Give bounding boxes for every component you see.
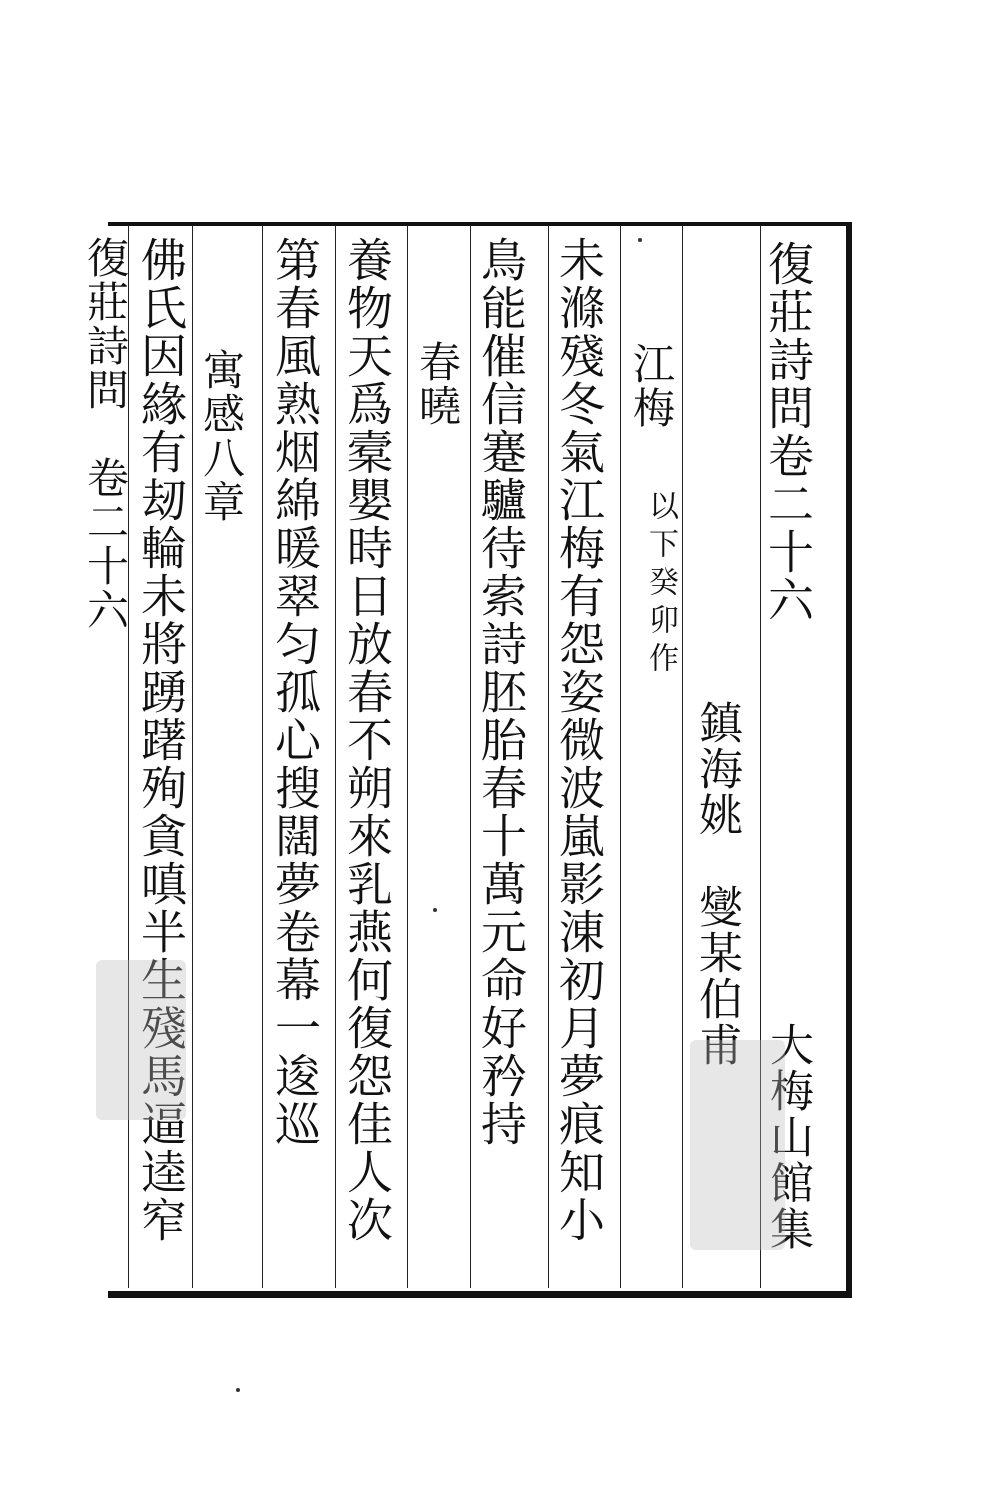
composition-note: 以下癸卯作	[643, 490, 678, 680]
verse-line: 第春風熟烟綿暖翠匀孤心搜闊夢卷幕一逡巡	[268, 236, 322, 1148]
poem-title-chunxiao: 春曉	[413, 340, 462, 428]
column-rule	[192, 226, 193, 1288]
column-rule	[682, 226, 683, 1288]
author-line: 鎮海姚 燮某伯甫	[691, 700, 742, 1068]
ink-speck	[433, 908, 437, 912]
column-rule	[335, 226, 336, 1288]
verse-line: 養物天爲槖嬰時日放春不朔來乳燕何復怨佳人次	[340, 236, 394, 1244]
column-rule	[548, 226, 549, 1288]
column-rule	[470, 226, 471, 1288]
column-rule	[407, 226, 408, 1288]
volume-title: 復莊詩問卷二十六	[761, 240, 815, 624]
verse-line: 佛氏因緣有刼輪未將踴躇殉貪嗔半生殘馬逼逵窄	[134, 236, 188, 1244]
column-rule	[262, 226, 263, 1288]
ink-speck	[638, 238, 642, 242]
collection-name: 大梅山館集	[762, 1022, 813, 1252]
column-rule	[620, 226, 621, 1288]
verse-line: 未滌殘冬氣江梅有怨姿微波嵐影涷初月夢痕知小	[552, 236, 606, 1244]
poem-title-jiangmei: 江梅	[627, 342, 676, 430]
poem-title-yugan: 寓感八章	[197, 348, 246, 524]
verse-line: 鳥能催信蹇驢待索詩胚胎春十萬元命好矜持	[474, 236, 528, 1148]
seal-smudge	[690, 1040, 785, 1250]
ink-speck	[236, 1388, 240, 1392]
ink-smudge	[96, 960, 186, 1120]
margin-running-title: 復莊詩問 卷二十六	[81, 236, 130, 632]
